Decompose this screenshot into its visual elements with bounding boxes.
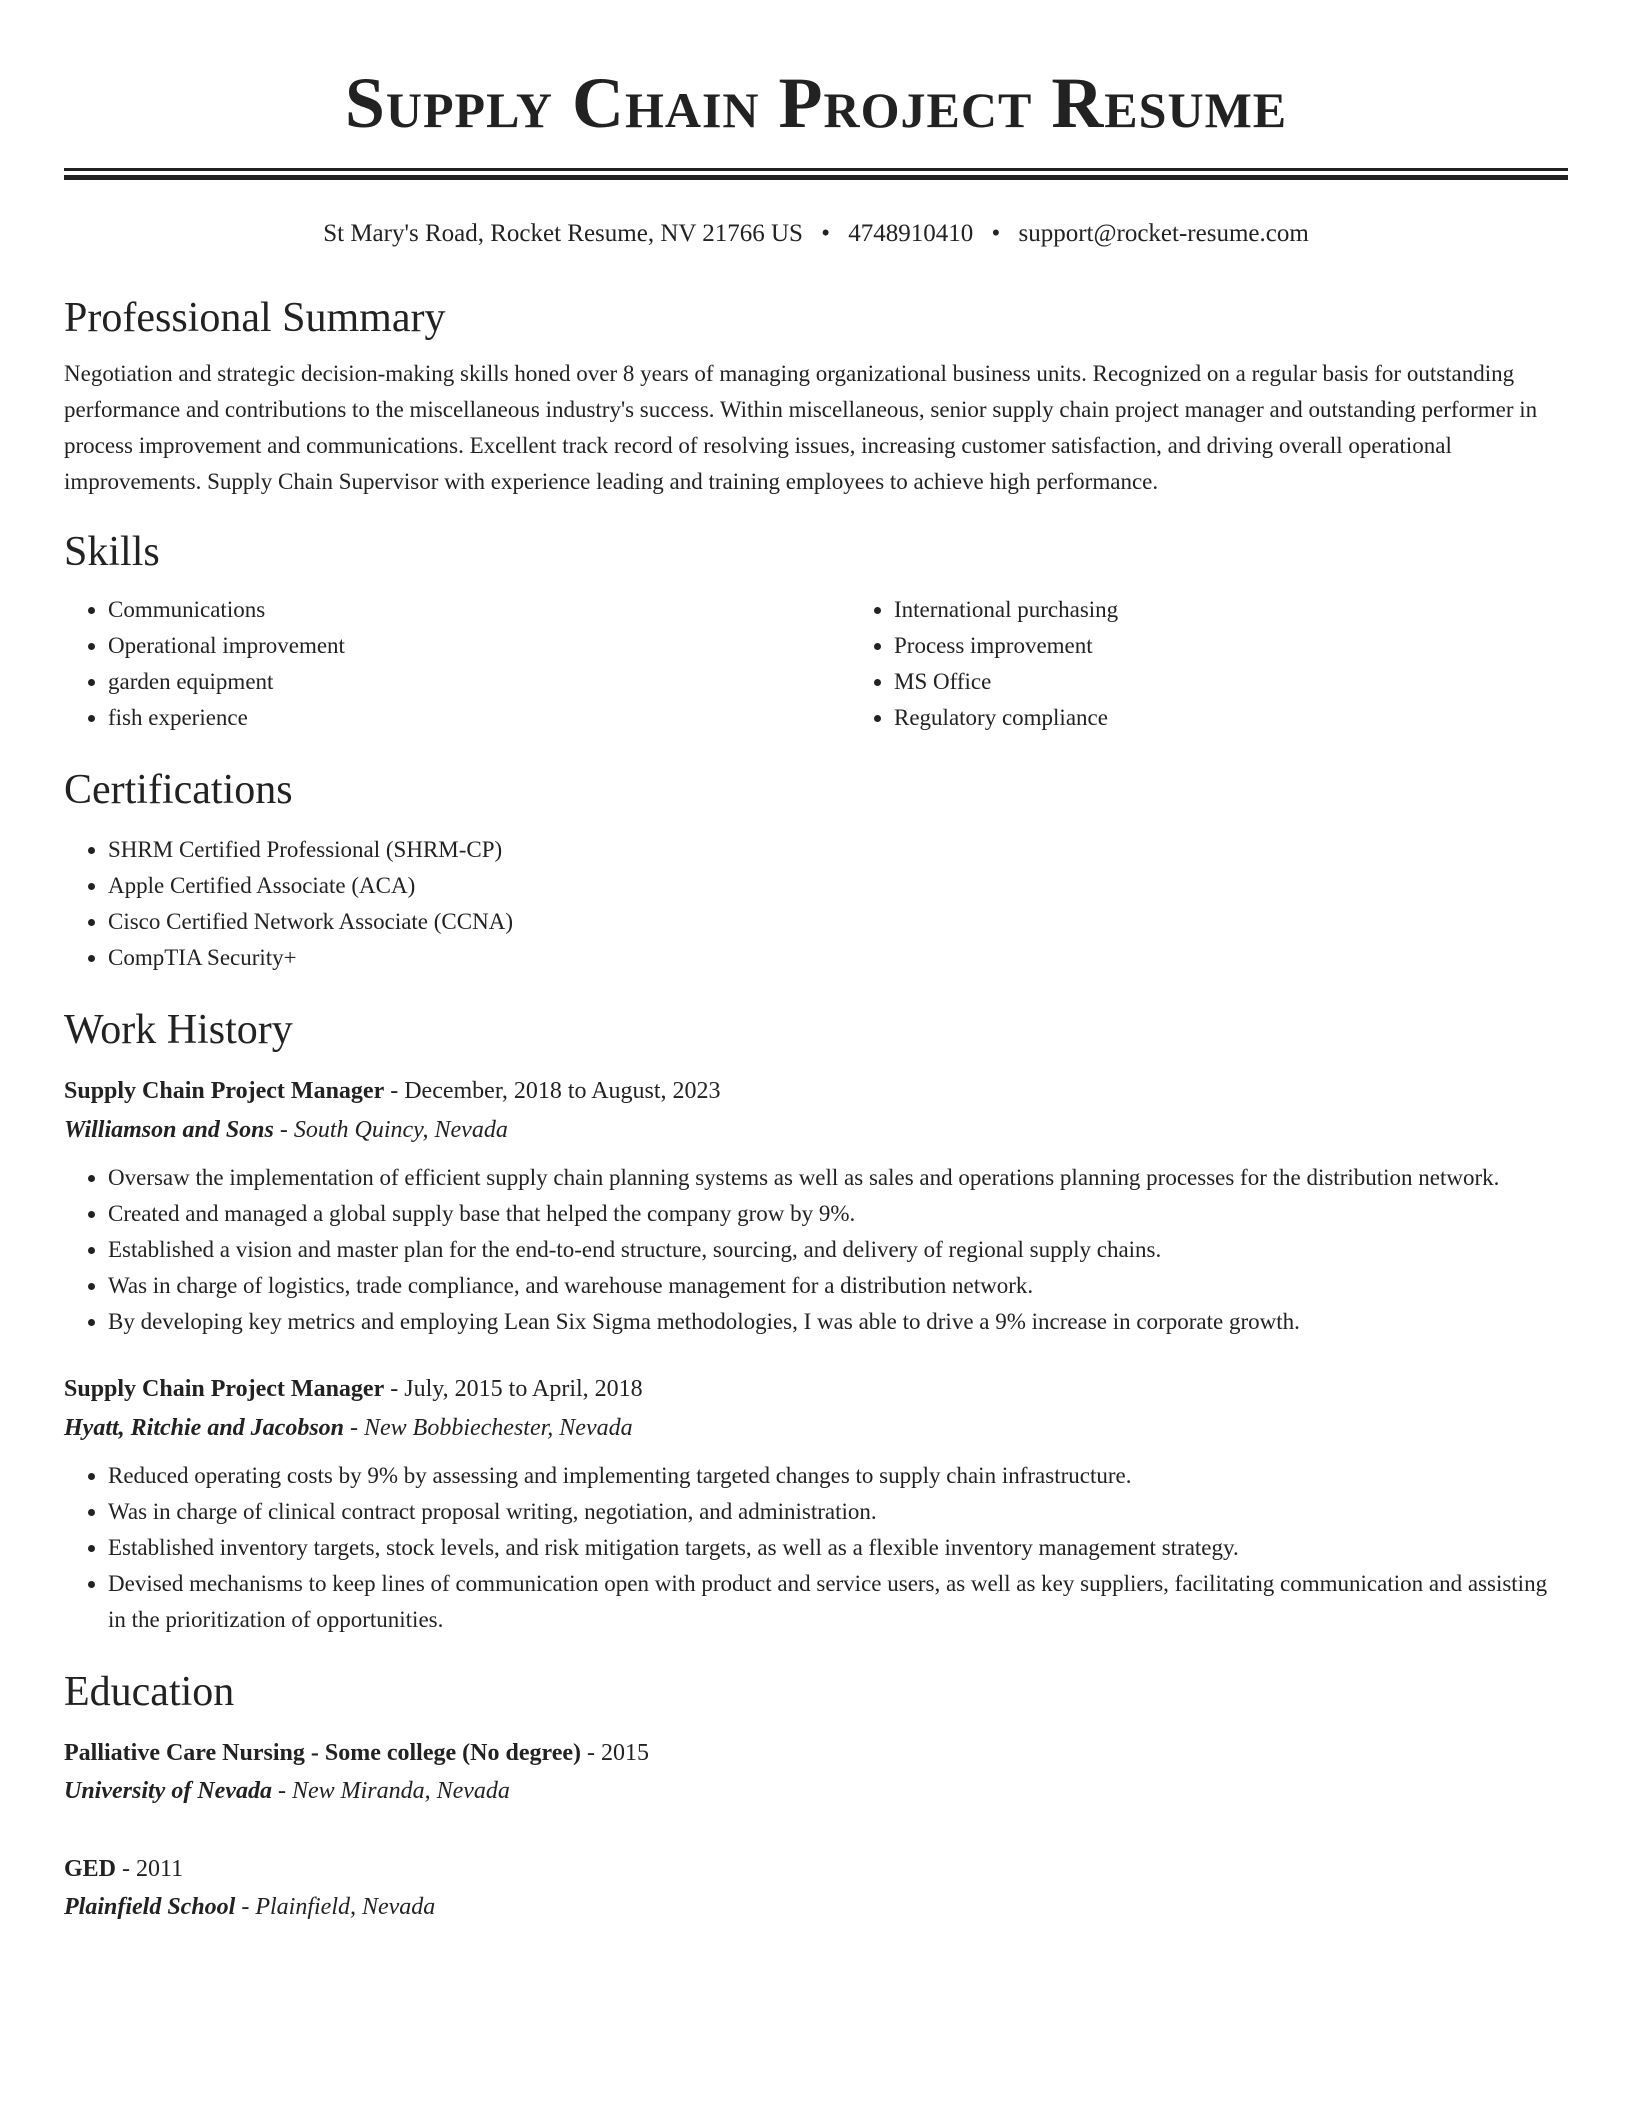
education-year: - 2015: [580, 1740, 649, 1766]
skill-item: • Operational improvement: [108, 628, 850, 664]
education-school-line: [64, 1888, 1568, 1926]
job-bullet: • Devised mechanisms to keep lines of communication open with product and service users, as well as key suppliers, facilitating communication and assisting in the prioritization of opportunities.: [108, 1566, 1568, 1638]
certification-item: • Cisco Certified Network Associate (CCNA): [108, 904, 1568, 940]
job-company-line: [64, 1110, 1568, 1150]
summary-heading: Professional Summary: [64, 295, 446, 341]
job-entry: [64, 1072, 1568, 1340]
skills-heading: Skills: [64, 529, 160, 575]
contact-email: support@rocket-resume.com: [1018, 220, 1309, 247]
job-bullet: • Was in charge of logistics, trade compliance, and warehouse management for a distribution network.: [108, 1268, 1568, 1304]
job-bullet: • By developing key metrics and employing Lean Six Sigma methodologies, I was able to drive a 9% increase in corporate growth.: [108, 1304, 1568, 1340]
skill-item: • Process improvement: [894, 628, 1568, 664]
education-degree: Palliative Care Nursing - Some college (No degree): [64, 1740, 581, 1766]
resume-title: Supply Chain Project Resume: [344, 63, 1288, 143]
skill-item: • MS Office: [894, 664, 1568, 700]
certifications-list: [64, 832, 1568, 976]
education-heading: Education: [64, 1669, 235, 1715]
skills-list-right: [850, 592, 1568, 736]
contact-phone: 4748910410: [848, 220, 974, 247]
contact-separator: •: [991, 220, 1001, 247]
job-company-line: [64, 1408, 1568, 1448]
contact-line: [64, 216, 1568, 252]
job-title-line: [64, 1072, 1568, 1110]
job-bullets: [64, 1458, 1568, 1638]
summary-text: Negotiation and strategic decision-making skills honed over 8 years of managing organizational business units. Recognized on a regular basis for outstanding performance and contributions to the miscellaneous industry's success. Within miscellaneous, senior supply chain project manager and outstanding performer in process improvement and communications. Excellent track record of resolving issues, increasing customer satisfaction, and driving overall operational improvements. Supply Chain Supervisor with experience leading and training employees to achieve high performance.: [64, 361, 1538, 494]
title-divider: [64, 168, 1568, 180]
job-location: - South Quincy, Nevada: [273, 1117, 508, 1143]
job-bullet: • Reduced operating costs by 9% by assessing and implementing targeted changes to supply chain infrastructure.: [108, 1458, 1568, 1494]
certification-item: • SHRM Certified Professional (SHRM-CP): [108, 832, 1568, 868]
contact-separator: •: [821, 220, 830, 247]
job-entry: [64, 1370, 1568, 1638]
job-title-line: [64, 1370, 1568, 1408]
skill-item: • garden equipment: [108, 664, 850, 700]
education-degree-line: [64, 1850, 1568, 1888]
job-dates: - July, 2015 to April, 2018: [384, 1376, 643, 1402]
job-bullet: • Oversaw the implementation of efficient supply chain planning systems as well as sales and operations planning processes for the distribution network.: [108, 1160, 1568, 1196]
skill-item: • Communications: [108, 592, 850, 628]
education-entry: [64, 1734, 1568, 1810]
contact-address: St Mary's Road, Rocket Resume, NV 21766 US: [323, 220, 803, 247]
job-title: Supply Chain Project Manager: [64, 1078, 385, 1104]
job-dates: - December, 2018 to August, 2023: [384, 1078, 721, 1104]
job-bullet: • Was in charge of clinical contract proposal writing, negotiation, and administration.: [108, 1494, 1568, 1530]
skill-item: • fish experience: [108, 700, 850, 736]
education-school: University of Nevada: [64, 1778, 272, 1804]
education-school: Plainfield School: [64, 1894, 236, 1920]
job-company: Williamson and Sons: [64, 1117, 274, 1143]
skills-columns: [64, 592, 1568, 736]
job-bullet: • Created and managed a global supply base that helped the company grow by 9%.: [108, 1196, 1568, 1232]
job-title: Supply Chain Project Manager: [64, 1376, 385, 1402]
education-school-line: [64, 1772, 1568, 1810]
certification-item: • Apple Certified Associate (ACA): [108, 868, 1568, 904]
certification-item: • CompTIA Security+: [108, 940, 1568, 976]
job-bullet: • Established a vision and master plan for the end-to-end structure, sourcing, and delivery of regional supply chains.: [108, 1232, 1568, 1268]
job-bullets: [64, 1160, 1568, 1340]
education-location: - Plainfield, Nevada: [235, 1894, 436, 1920]
skill-item: • International purchasing: [894, 592, 1568, 628]
education-year: - 2011: [116, 1856, 184, 1882]
job-bullet: • Established inventory targets, stock levels, and risk mitigation targets, as well as a flexible inventory management strategy.: [108, 1530, 1568, 1566]
education-location: - New Miranda, Nevada: [271, 1778, 510, 1804]
work-history-heading: Work History: [64, 1007, 293, 1053]
certifications-heading: Certifications: [64, 767, 293, 813]
education-degree-line: [64, 1734, 1568, 1772]
skill-item: • Regulatory compliance: [894, 700, 1568, 736]
skills-list-left: [64, 592, 850, 736]
job-location: - New Bobbiechester, Nevada: [344, 1415, 633, 1441]
education-entry: [64, 1850, 1568, 1926]
job-company: Hyatt, Ritchie and Jacobson: [64, 1415, 345, 1441]
education-degree: GED: [64, 1856, 117, 1882]
